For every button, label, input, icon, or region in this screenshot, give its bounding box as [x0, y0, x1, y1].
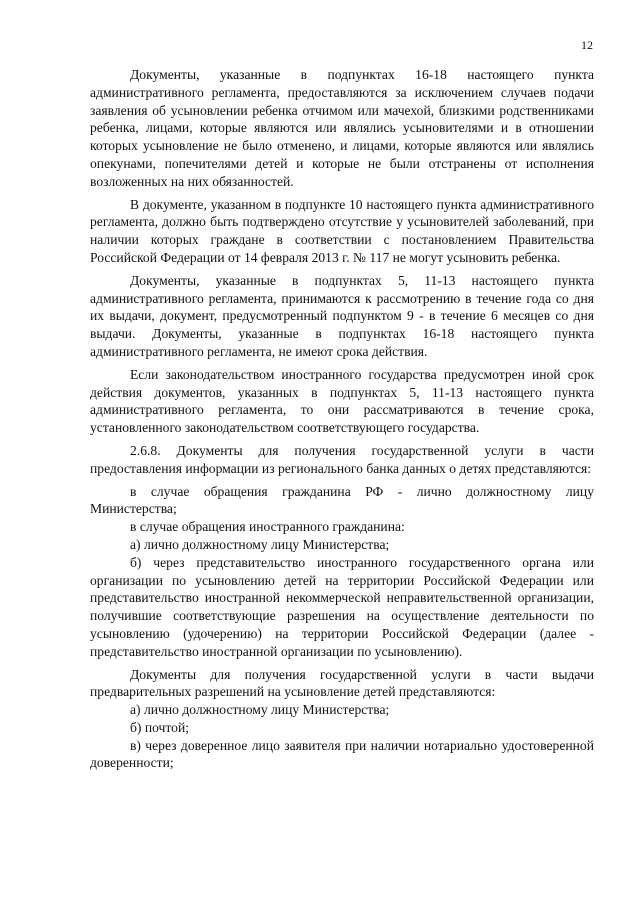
paragraph-documents-16-18: Документы, указанные в подпунктах 16-18 настоящего пункта административного регламента, предоставляются за исключением случаев подачи заявления об усыновлении ребенка отчимом или мачехой, близкими родственниками ребенка, лицами, которые являются или являлись усыновителями и в отношении которых усыновление не было отменено, и лицами, которые являются или являлись опекунами, попечителями детей и которые не были отстранены от исполнения возложенных на них обязанностей.: [90, 67, 594, 189]
paragraph-preliminary-permits: Документы для получения государственной услуги в части выдачи предварительных разрешений на усыновление детей представляются:: [90, 666, 594, 700]
list-item-b-post: б) почтой;: [130, 719, 190, 735]
list-item-a-personally: а) лично должностному лицу Министерства;: [130, 536, 390, 552]
document-body: [90, 66, 594, 772]
paragraph-foreign-law: Если законодательством иностранного государства предусмотрен иной срок действия документов, указанных в подпунктах 5, 11-13 настоящего пункта административного регламента, то они рассматриваются в течение срока, установленного законодательством соответствующего государства.: [90, 366, 594, 436]
paragraph-foreign-citizen: в случае обращения иностранного гражданина:: [130, 519, 405, 535]
paragraph-citizen-rf: в случае обращения гражданина РФ - лично должностному лицу Министерства;: [90, 483, 594, 517]
list-item-a-personally-2: а) лично должностному лицу Министерства;: [130, 702, 390, 718]
paragraph-document-10: В документе, указанном в подпункте 10 настоящего пункта административного регламента, должно быть подтверждено отсутствие у усыновителей заболеваний, при наличии которых граждане в соответствии с постановлением Правительства Российской Федерации от 14 февраля 2013 г. № 117 не могут усыновить ребенка.: [90, 196, 594, 265]
paragraph-2-6-8: 2.6.8. Документы для получения государственной услуги в части предоставления информации из регионального банка данных о детях представляются:: [90, 442, 594, 476]
paragraph-documents-validity: Документы, указанные в подпунктах 5, 11-13 настоящего пункта административного регламента, принимаются к рассмотрению в течение года со дня их выдачи, документ, предусмотренный подпунктом 9 - в течение 6 месяцев со дня выдачи. Документы, указанные в подпунктах 16-18 настоящего пункта административного регламента, не имеют срока действия.: [90, 272, 594, 359]
list-item-b-representation: б) через представительство иностранного государственного органа или организации по усыновлению детей на территории Российской Федерации или представительство иностранной некоммерческой неправительственной организации, получившие соответствующие разрешения на осуществление деятельности по усыновлению (удочерению) на территории Российской Федерации (далее - представительство иностранной организации по усыновлению).: [90, 554, 594, 659]
list-item-c-trusted-person: в) через доверенное лицо заявителя при наличии нотариально удостоверенной доверенности;: [90, 737, 594, 771]
page-number: 12: [581, 38, 593, 52]
